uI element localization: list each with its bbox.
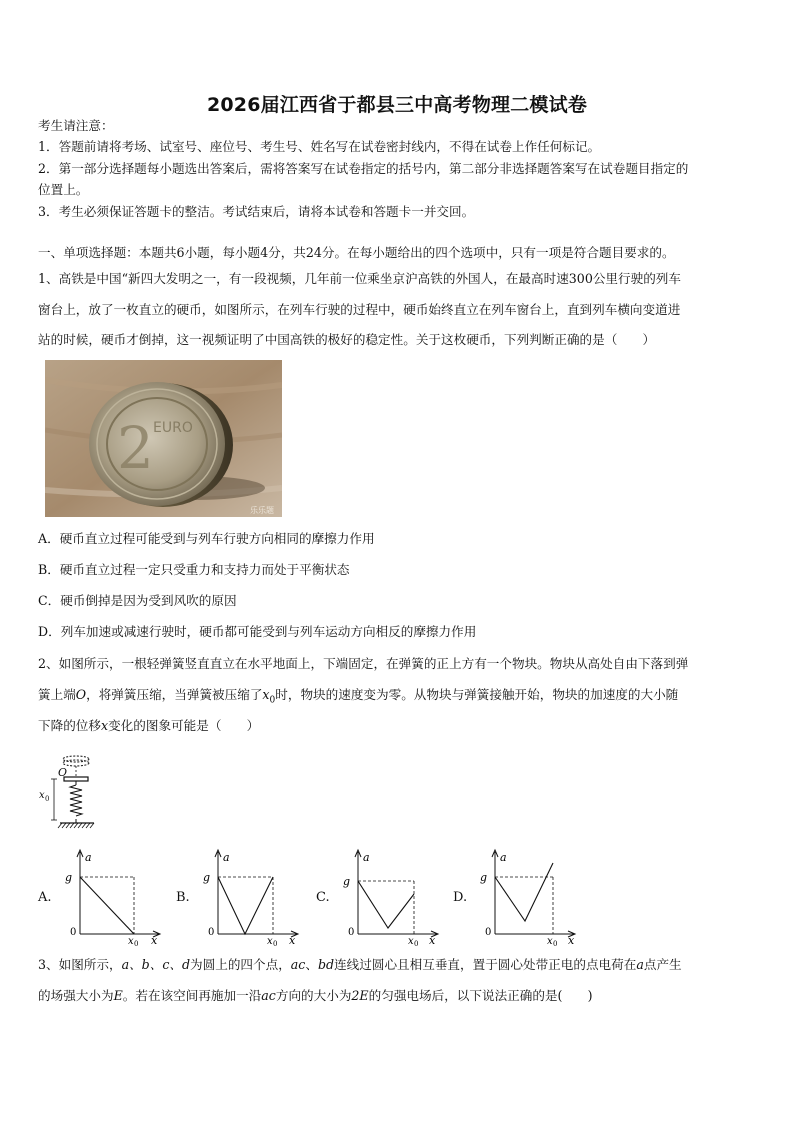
graph-c-label: C. (316, 890, 330, 905)
photo-watermark: 乐乐题 (250, 506, 274, 515)
graph-d-label: D. (453, 890, 468, 905)
notice-heading: 考生请注意： (38, 118, 114, 133)
svg-text:a: a (363, 851, 370, 864)
svg-text:g: g (65, 871, 73, 884)
graph-d (475, 846, 585, 946)
q1-line-3: 站的时候，硬币才倒掉，这一视频证明了中国高铁的极好的稳定性。关于这枚硬币，下列判断正确的是（ ） (38, 332, 656, 347)
q3-line-1: 3、如图所示，a、b、c、d为圆上的四个点，ac、bd连线过圆心且相互垂直，置于圆心处带正电的点电荷在a点产生 (38, 957, 682, 972)
notice-item-1: 1．答题前请将考场、试室号、座位号、考生号、姓名写在试卷密封线内，不得在试卷上作任何标记。 (38, 139, 601, 154)
svg-text:0: 0 (45, 795, 50, 803)
svg-text:0: 0 (273, 940, 278, 946)
svg-text:0: 0 (134, 940, 139, 946)
q1-option-d: D．列车加速或减速行驶时，硬币都可能受到与列车运动方向相反的摩擦力作用 (38, 624, 477, 639)
q1-line-1: 1、高铁是中国“新四大发明之一，有一段视频，几年前一位乘坐京沪高铁的外国人，在最高时速300公里行驶的列车 (38, 271, 681, 286)
svg-text:g: g (480, 871, 488, 884)
notice-item-2-cont: 位置上。 (38, 182, 89, 197)
spring-figure (36, 752, 106, 832)
section-heading-1: 一、单项选择题：本题共6小题，每小题4分，共24分。在每小题给出的四个选项中，只有一项是符合题目要求的。 (38, 245, 675, 260)
q2-line-3: 下降的位移x变化的图象可能是（ ） (38, 718, 260, 733)
coin-photo (45, 360, 282, 517)
svg-text:x: x (547, 936, 553, 946)
svg-text:g: g (343, 875, 351, 888)
svg-text:a: a (223, 851, 230, 864)
q2-line-2: 簧上端O，将弹簧压缩，当弹簧被压缩了$x_0$时，物块的速度变为零。从物块与弹簧接触开始，物块的加速度的大小随 (38, 687, 679, 706)
svg-text:g: g (203, 871, 211, 884)
graph-c (338, 846, 448, 946)
q3-line-2: 的场强大小为E。若在该空间再施加一沿ac方向的大小为2E的匀强电场后，以下说法正确的是( ) (38, 988, 593, 1003)
svg-text:0: 0 (485, 927, 492, 938)
spring-label-x0: x (39, 790, 45, 801)
svg-text:x: x (408, 936, 414, 946)
graph-a (60, 846, 170, 946)
graph-b-label: B. (176, 890, 190, 905)
svg-text:0: 0 (414, 940, 419, 946)
svg-text:a: a (85, 851, 92, 864)
q1-option-c: C．硬币倒掉是因为受到风吹的原因 (38, 593, 237, 608)
notice-item-2: 2．第一部分选择题每小题选出答案后，需将答案写在试卷指定的括号内，第二部分非选择题答案写在试卷题目指定的 (38, 161, 689, 176)
svg-text:0: 0 (70, 927, 77, 938)
q2-line-1: 2、如图所示，一根轻弹簧竖直直立在水平地面上，下端固定，在弹簧的正上方有一个物块。物块从高处自由下落到弹 (38, 656, 689, 671)
q1-line-2: 窗台上，放了一枚直立的硬币，如图所示，在列车行驶的过程中，硬币始终直立在列车窗台上，直到列车横向变道进 (38, 302, 681, 317)
graph-a-label: A. (38, 890, 52, 905)
notice-item-3: 3．考生必须保证答题卡的整洁。考试结束后，请将本试卷和答题卡一并交回。 (38, 204, 475, 219)
spring-label-o: O (58, 766, 68, 779)
svg-text:x: x (151, 934, 158, 946)
svg-text:x: x (289, 934, 296, 946)
graph-b (198, 846, 308, 946)
svg-text:EURO: EURO (153, 420, 193, 436)
svg-text:a: a (500, 851, 507, 864)
svg-text:x: x (568, 934, 575, 946)
page-title: 2026届江西省于都县三中高考物理二模试卷 (206, 94, 588, 116)
q1-option-b: B．硬币直立过程一定只受重力和支持力而处于平衡状态 (38, 562, 350, 577)
svg-text:0: 0 (348, 927, 355, 938)
svg-text:x: x (267, 936, 273, 946)
svg-text:0: 0 (208, 927, 215, 938)
svg-text:x: x (128, 936, 134, 946)
svg-text:2: 2 (117, 414, 154, 482)
svg-text:0: 0 (553, 940, 558, 946)
svg-text:x: x (429, 934, 436, 946)
q1-option-a: A．硬币直立过程可能受到与列车行驶方向相同的摩擦力作用 (38, 531, 375, 546)
